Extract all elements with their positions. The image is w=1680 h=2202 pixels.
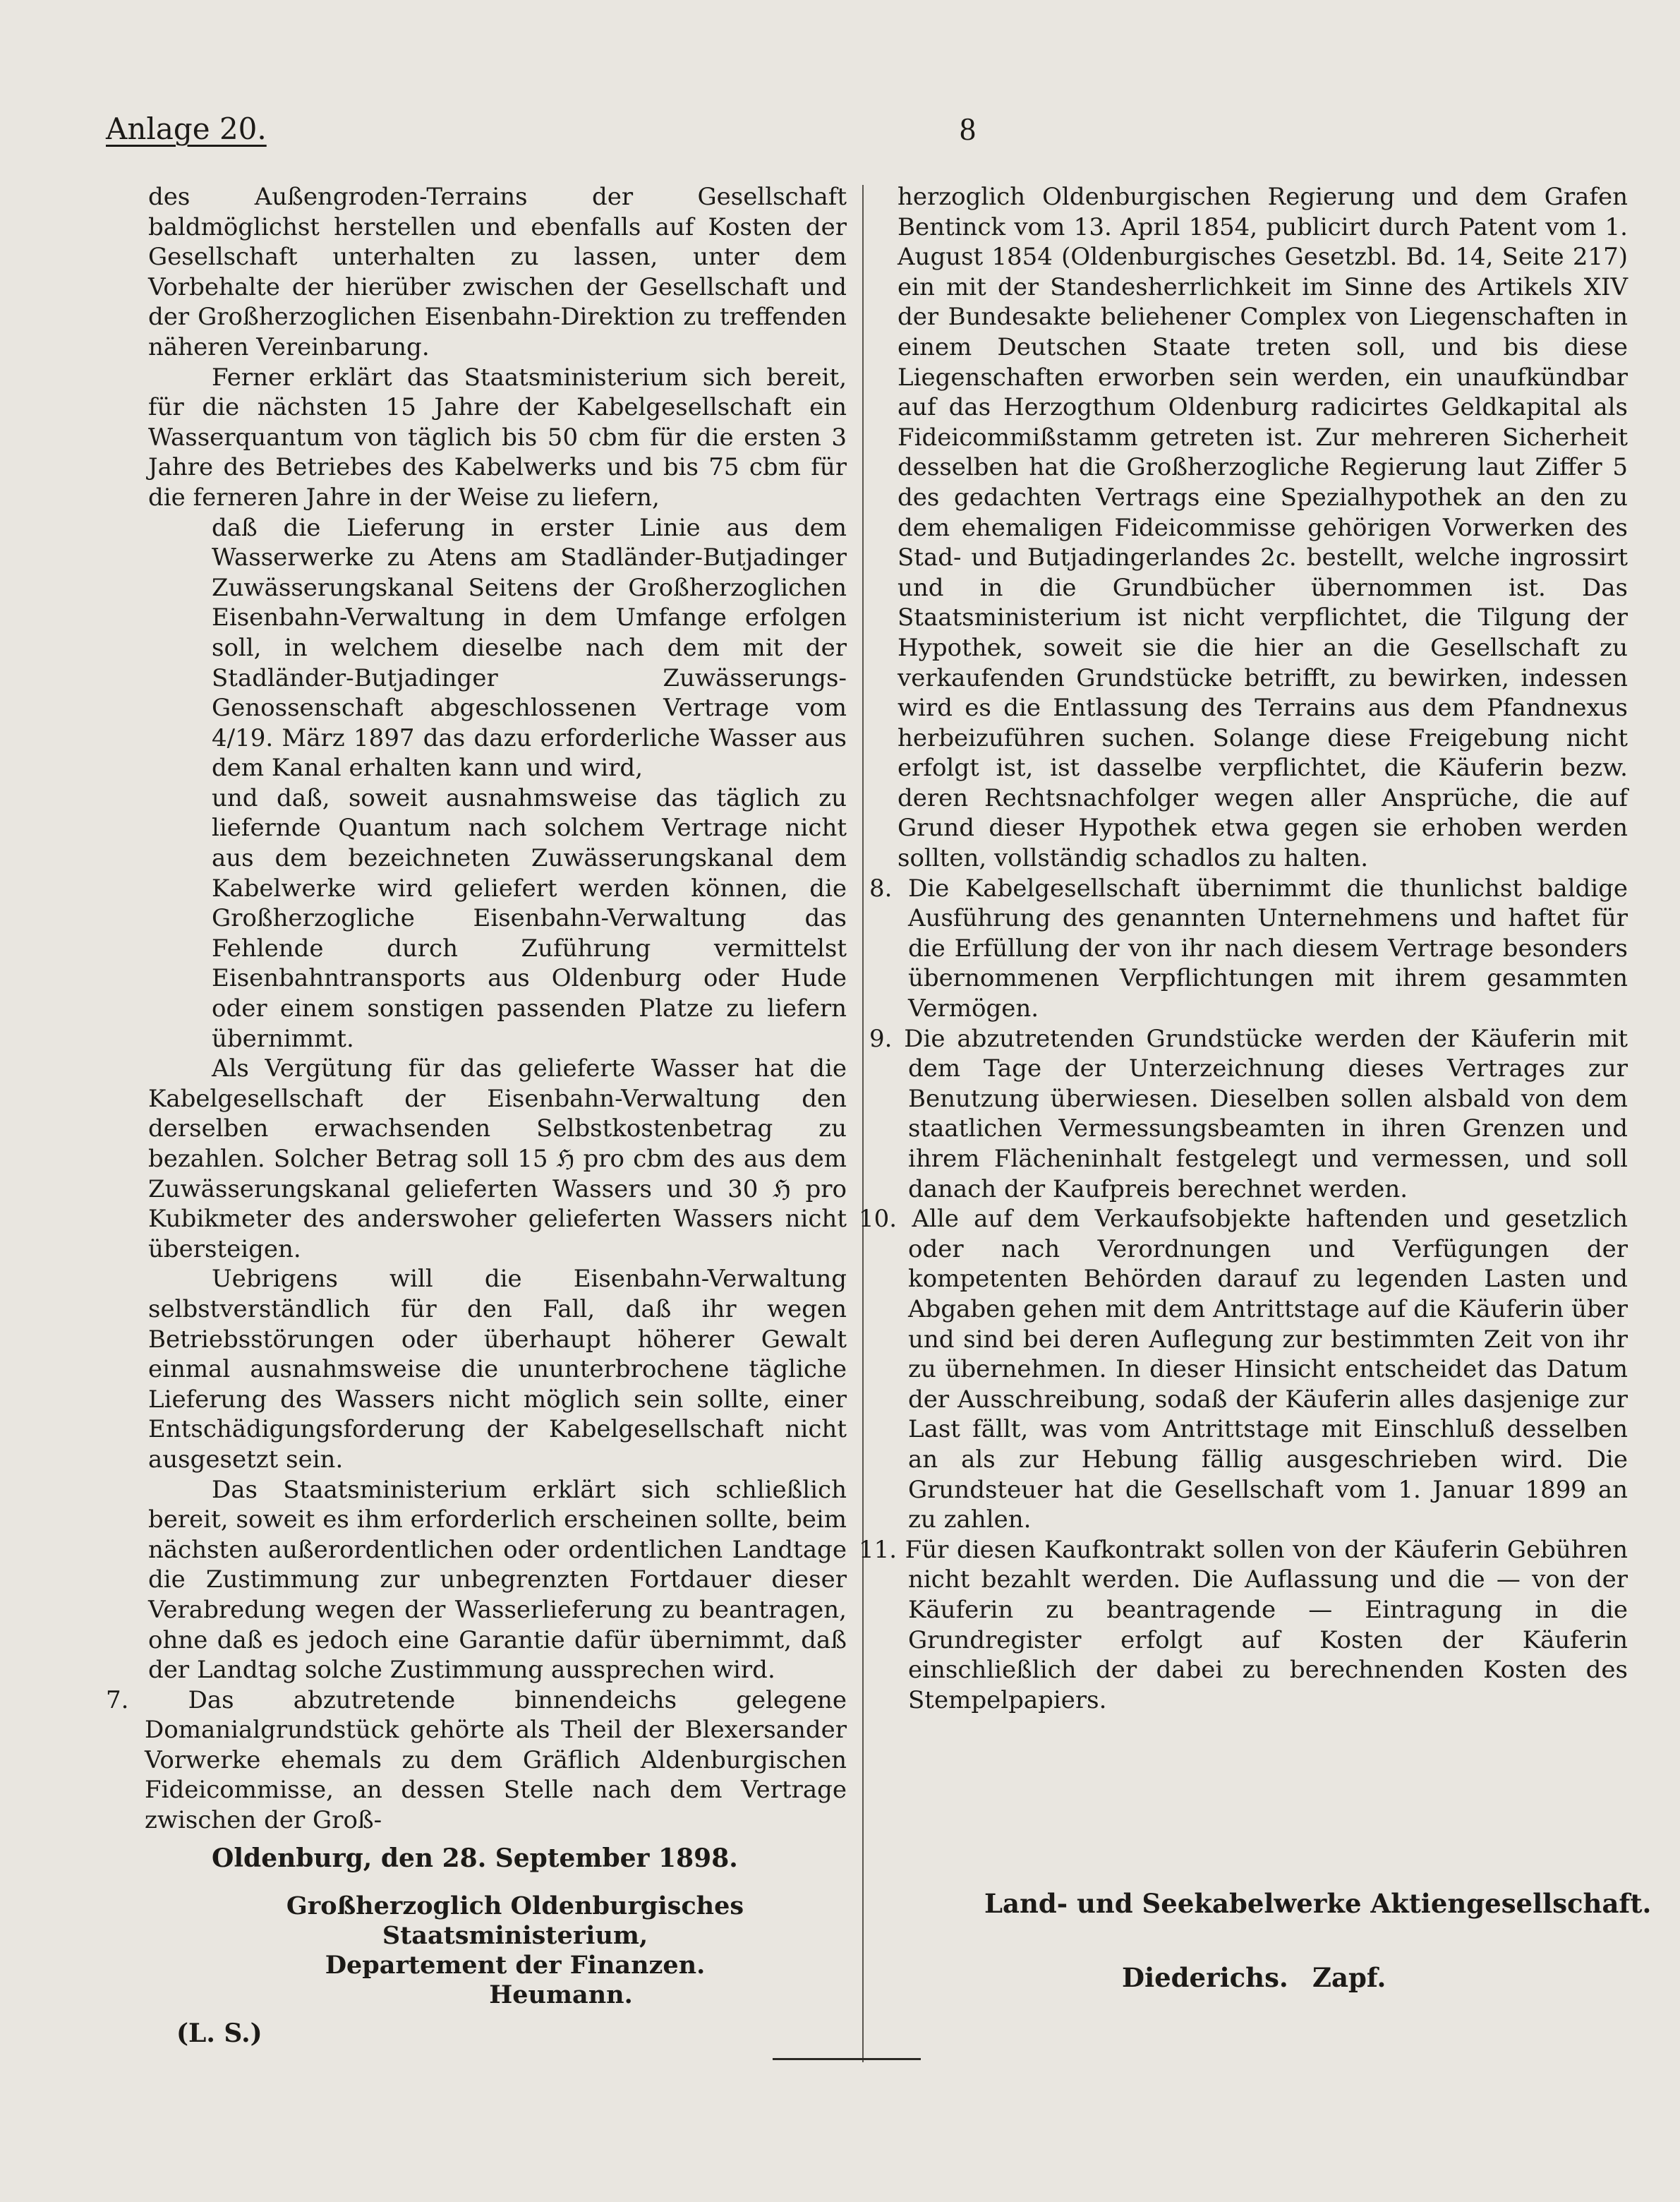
right-column — [859, 182, 1628, 1715]
place-and-date: Oldenburg, den 28. September 1898. — [212, 1843, 738, 1873]
numbered-paragraph: 10. Alle auf dem Verkaufsobjekte haftenden und gesetzlich oder nach Verordnungen und Verfügungen der kompetenten Behörden darauf zu legenden Lasten und Abgaben gehen mit dem Antrittstage auf die Käuferin über und sind bei deren Auflegung zur bestimmten Zeit von ihr zu übernehmen. In dieser Hinsicht entscheidet das Datum der Ausschreibung, sodaß der Käuferin alles dasjenige zur Last fällt, was vom Antrittstage mit Einschluß desselben an als zur Hebung fällig ausgeschrieben wird. Die Grundsteuer hat die Gesellschaft vom 1. Januar 1899 an zu zahlen. — [859, 1205, 1628, 1534]
numbered-paragraph: 9. Die abzutretenden Grundstücke werden der Käuferin mit dem Tage der Unterzeichnung dieses Vertrages zur Benutzung überwiesen. Dieselben sollen alsbald von dem staatlichen Vermessungsbeamten in ihren Grenzen und ihrem Flächeninhalt festgelegt und vermessen, und soll danach der Kaufpreis berechnet werden. — [869, 1024, 1628, 1203]
signature-line: Heumann. — [489, 1980, 633, 2009]
signature-line: Großherzoglich Oldenburgisches — [286, 1891, 744, 1920]
bottom-rule — [773, 2058, 921, 2060]
numbered-paragraph: 7. Das abzutretende binnendeichs gelegene Domanialgrundstück gehörte als Theil der Blexersander Vorwerke ehemals zu dem Gräflich Aldenburgischen Fideicommisse, an dessen Stelle nach dem Vertrage zwischen der Groß- — [106, 1685, 847, 1835]
paragraph: Ferner erklärt das Staatsministerium sich bereit, für die nächsten 15 Jahre der Kabelgesellschaft ein Wasserquantum von täglich bis 50 cbm für die ersten 3 Jahre des Betriebes des Kabelwerks und bis 75 cbm für die ferneren Jahre in der Weise zu liefern, — [148, 363, 847, 512]
numbered-paragraph: 11. Für diesen Kaufkontrakt sollen von der Käuferin Gebühren nicht bezahlt werden. Die Auflassung und die — von der Käuferin zu beantragende — Eintragung in die Grundregister erfolgt auf Kosten der Käuferin einschließlich der dabei zu berechnenden Kosten des Stempelpapiers. — [859, 1535, 1628, 1714]
seal-mark: (L. S.) — [176, 2019, 262, 2048]
ministry-signature-block — [282, 1891, 748, 2010]
paragraph: des Außengroden-Terrains der Gesellschaft baldmöglichst herstellen und ebenfalls auf Kosten der Gesellschaft unterhalten zu lassen, unter dem Vorbehalte der hierüber zwischen der Gesellschaft und der Großherzoglichen Eisenbahn-Direktion zu treffenden näheren Vereinbarung. — [148, 183, 847, 361]
signature-line: Staatsministerium, — [382, 1921, 648, 1950]
paragraph: herzoglich Oldenburgischen Regierung und dem Grafen Bentinck vom 13. April 1854, publicirt durch Patent vom 1. August 1854 (Oldenburgisches Gesetzbl. Bd. 14, Seite 217) ein mit der Standesherrlichkeit im Sinne des Artikels XIV der Bundesakte beliehener Complex von Liegenschaften in einem Deutschen Staate treten soll, und bis diese Liegenschaften erworben sein werden, ein unaufkündbar auf das Herzogthum Oldenburg radicirtes Geldkapital als Fideicommißstamm getreten ist. Zur mehreren Sicherheit desselben hat die Großherzogliche Regierung laut Ziffer 5 des gedachten Vertrags eine Spezialhypothek an den zu dem ehemaligen Fideicommisse gehörigen Vorwerken des Stad- und Butjadingerlandes 2c. bestellt, welche ingrossirt und in die Grundbücher übernommen ist. Das Staatsministerium ist nicht verpflichtet, die Tilgung der Hypothek, soweit sie die hier an die Gesellschaft zu verkaufenden Grundstücke betrifft, zu bewirken, indessen wird es die Entlassung des Terrains aus dem Pfandnexus herbeizuführen suchen. Solange diese Freigebung nicht erfolgt ist, ist dasselbe verpflichtet, die Käuferin bezw. deren Rechtsnachfolger wegen aller Ansprüche, die auf Grund dieser Hypothek etwa gegen sie erhoben werden sollten, vollständig schadlos zu halten. — [898, 183, 1628, 873]
numbered-paragraph: 8. Die Kabelgesellschaft übernimmt die thunlichst baldige Ausführung des genannten Unternehmens und haftet für die Erfüllung der von ihr nach diesem Vertrage besonders übernommenen Verpflichtungen mit ihrem gesammten Vermögen. — [869, 874, 1628, 1023]
signer-diederichs: Diederichs. — [1122, 1962, 1288, 1993]
paragraph: Als Vergütung für das gelieferte Wasser hat die Kabelgesellschaft der Eisenbahn-Verwaltung den derselben erwachsenden Selbstkostenbetrag zu bezahlen. Solcher Betrag soll 15 ℌ pro cbm des aus dem Zuwässerungskanal gelieferten Wassers und 30 ℌ pro Kubikmeter des anderswoher gelieferten Wassers nicht übersteigen. — [148, 1054, 847, 1263]
left-column — [106, 182, 847, 1836]
signer-zapf: Zapf. — [1312, 1962, 1386, 1993]
annex-label: Anlage 20. — [106, 112, 267, 146]
signature-line: Departement der Finanzen. — [325, 1951, 706, 1980]
page-number: 8 — [960, 111, 976, 147]
column-divider — [862, 185, 864, 2062]
page-header — [106, 112, 1616, 161]
paragraph: und daß, soweit ausnahmsweise das täglich zu liefernde Quantum nach solchem Vertrage nicht aus dem bezeichneten Zuwässerungskanal dem Kabelwerke wird geliefert werden können, die Großherzogliche Eisenbahn-Verwaltung das Fehlende durch Zuführung vermittelst Eisenbahntransports aus Oldenburg oder Hude oder einem sonstigen passenden Platze zu liefern übernimmt. — [212, 783, 847, 1053]
company-name: Land- und Seekabelwerke Aktiengesellschaft. — [984, 1888, 1652, 1919]
paragraph: daß die Lieferung in erster Linie aus dem Wasserwerke zu Atens am Stadländer-Butjadinger Zuwässerungskanal Seitens der Großherzoglichen Eisenbahn-Verwaltung in dem Umfange erfolgen soll, in welchem dieselbe nach dem mit der Stadländer-Butjadinger Zuwässerungs-Genossenschaft abgeschlossenen Vertrage vom 4/19. März 1897 das dazu erforderliche Wasser aus dem Kanal erhalten kann und wird, — [212, 513, 847, 783]
paragraph: Uebrigens will die Eisenbahn-Verwaltung selbstverständlich für den Fall, daß ihr wegen Betriebsstörungen oder überhaupt höherer Gewalt einmal ausnahmsweise die ununterbrochene tägliche Lieferung des Wassers nicht möglich sein sollte, einer Entschädigungsforderung der Kabelgesellschaft nicht ausgesetzt sein. — [148, 1265, 847, 1474]
paragraph: Das Staatsministerium erklärt sich schließlich bereit, soweit es ihm erforderlich erscheinen sollte, beim nächsten außerordentlichen oder ordentlichen Landtage die Zustimmung zur unbegrenzten Fortdauer dieser Verabredung wegen der Wasserlieferung zu beantragen, ohne daß es jedoch eine Garantie dafür übernimmt, daß der Landtag solche Zustimmung aussprechen wird. — [148, 1475, 847, 1685]
